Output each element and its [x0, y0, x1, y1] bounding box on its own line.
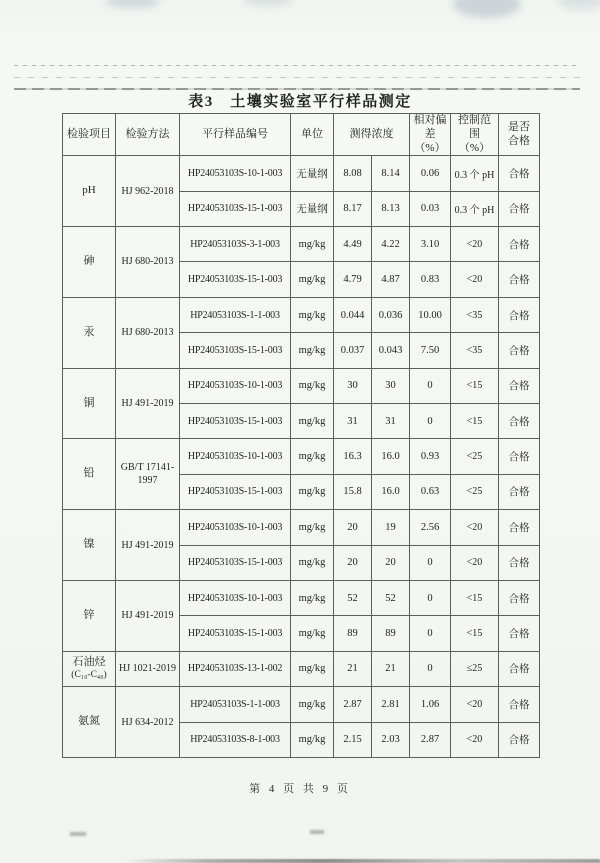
cell-concentration-1: 0.037: [334, 333, 372, 368]
header-qualified-line2: 合格: [508, 134, 530, 147]
cell-concentration-1: 2.87: [334, 687, 372, 722]
cell-relative-deviation: 0: [410, 545, 451, 580]
header-test-item: 检验项目: [63, 114, 116, 156]
sample-row: [63, 651, 540, 686]
header-sample-number: 平行样品编号: [180, 114, 291, 156]
cell-unit: mg/kg: [291, 368, 334, 403]
cell-qualified-status: 合格: [499, 227, 540, 262]
parallel-sample-table: [62, 113, 540, 758]
sample-row: [63, 156, 540, 191]
cell-qualified-status: 合格: [499, 403, 540, 438]
cell-unit: mg/kg: [291, 687, 334, 722]
page-number: 第 4 页 共 9 页: [249, 783, 351, 795]
cell-unit: mg/kg: [291, 510, 334, 545]
sample-row: [63, 368, 540, 403]
header-relative-deviation: [410, 114, 451, 156]
cell-control-range: <20: [451, 722, 499, 757]
scan-noise-blob: [453, 0, 521, 18]
cell-concentration-2: 16.0: [372, 474, 410, 509]
cell-sample-number: HP24053103S-10-1-003: [180, 580, 291, 615]
cell-relative-deviation: 0: [410, 580, 451, 615]
scan-noise-bottom-band: [125, 859, 600, 863]
cell-sample-number: HP24053103S-10-1-003: [180, 510, 291, 545]
sample-row: [63, 687, 540, 722]
cell-relative-deviation: 7.50: [410, 333, 451, 368]
cell-relative-deviation: 2.56: [410, 510, 451, 545]
cell-test-method: HJ 491-2019: [116, 368, 180, 439]
cell-concentration-1: 2.15: [334, 722, 372, 757]
cell-test-item: [63, 510, 116, 581]
cell-unit: mg/kg: [291, 722, 334, 757]
cell-qualified-status: 合格: [499, 262, 540, 297]
cell-unit: mg/kg: [291, 439, 334, 474]
cell-concentration-2: 21: [372, 651, 410, 686]
cell-sample-number: HP24053103S-1-1-003: [180, 687, 291, 722]
header-unit: 单位: [291, 114, 334, 156]
cell-concentration-1: 0.044: [334, 297, 372, 332]
header-control-range-line1: 控制范围: [458, 114, 491, 140]
test-item-name: 石油烃: [72, 656, 106, 669]
cell-concentration-1: 20: [334, 545, 372, 580]
cell-test-method: HJ 491-2019: [116, 510, 180, 581]
cell-relative-deviation: 2.87: [410, 722, 451, 757]
cell-unit: 无量纲: [291, 191, 334, 226]
cell-unit: mg/kg: [291, 227, 334, 262]
cell-relative-deviation: 0: [410, 651, 451, 686]
header-measured-concentration: 测得浓度: [334, 114, 410, 156]
scan-noise-blob: [558, 0, 600, 10]
cell-concentration-2: 2.81: [372, 687, 410, 722]
cell-qualified-status: 合格: [499, 510, 540, 545]
cell-control-range: <35: [451, 333, 499, 368]
cell-concentration-2: 30: [372, 368, 410, 403]
cell-qualified-status: 合格: [499, 545, 540, 580]
cell-qualified-status: 合格: [499, 687, 540, 722]
cell-sample-number: HP24053103S-15-1-003: [180, 545, 291, 580]
cell-concentration-1: 16.3: [334, 439, 372, 474]
scan-noise-speck: [310, 830, 324, 834]
header-qualified: [499, 114, 540, 156]
cell-test-item: [63, 580, 116, 651]
cell-sample-number: HP24053103S-1-1-003: [180, 297, 291, 332]
cell-unit: mg/kg: [291, 333, 334, 368]
cell-test-item: [63, 368, 116, 439]
sample-row: [63, 227, 540, 262]
cell-qualified-status: 合格: [499, 297, 540, 332]
cell-sample-number: HP24053103S-15-1-003: [180, 403, 291, 438]
cell-control-range: ≤25: [451, 651, 499, 686]
test-item-name: pH: [82, 184, 96, 197]
cell-concentration-1: 21: [334, 651, 372, 686]
cell-test-item: [63, 651, 116, 686]
cell-concentration-1: 30: [334, 368, 372, 403]
scan-noise-line: [14, 77, 580, 78]
test-item-name: 砷: [83, 255, 95, 268]
cell-concentration-2: 2.03: [372, 722, 410, 757]
cell-qualified-status: 合格: [499, 580, 540, 615]
cell-sample-number: HP24053103S-8-1-003: [180, 722, 291, 757]
cell-unit: mg/kg: [291, 403, 334, 438]
cell-concentration-2: 31: [372, 403, 410, 438]
sample-row: [63, 297, 540, 332]
cell-qualified-status: 合格: [499, 368, 540, 403]
cell-sample-number: HP24053103S-13-1-002: [180, 651, 291, 686]
cell-concentration-2: 4.22: [372, 227, 410, 262]
cell-concentration-2: 8.13: [372, 191, 410, 226]
cell-control-range: <20: [451, 687, 499, 722]
header-control-range: [451, 114, 499, 156]
header-qualified-line1: 是否: [508, 120, 530, 133]
cell-sample-number: HP24053103S-10-1-003: [180, 439, 291, 474]
cell-control-range: <25: [451, 474, 499, 509]
cell-sample-number: HP24053103S-3-1-003: [180, 227, 291, 262]
scan-noise-blob: [105, 0, 160, 8]
cell-concentration-1: 89: [334, 616, 372, 651]
table-title: 表3 土壤实验室平行样品测定: [188, 94, 412, 110]
cell-concentration-2: 20: [372, 545, 410, 580]
cell-concentration-1: 52: [334, 580, 372, 615]
header-test-method: 检验方法: [116, 114, 180, 156]
cell-qualified-status: 合格: [499, 474, 540, 509]
cell-relative-deviation: 10.00: [410, 297, 451, 332]
cell-relative-deviation: 0: [410, 368, 451, 403]
cell-sample-number: HP24053103S-10-1-003: [180, 368, 291, 403]
cell-concentration-1: 20: [334, 510, 372, 545]
cell-sample-number: HP24053103S-15-1-003: [180, 474, 291, 509]
cell-unit: mg/kg: [291, 545, 334, 580]
cell-relative-deviation: 0.83: [410, 262, 451, 297]
cell-test-method: HJ 634-2012: [116, 687, 180, 758]
cell-control-range: 0.3 个 pH: [451, 156, 499, 191]
cell-test-method: HJ 491-2019: [116, 580, 180, 651]
cell-control-range: <20: [451, 227, 499, 262]
scan-noise-blob: [243, 0, 293, 6]
test-item-name: 铅: [83, 467, 95, 480]
cell-concentration-2: 0.036: [372, 297, 410, 332]
cell-qualified-status: 合格: [499, 616, 540, 651]
cell-unit: mg/kg: [291, 580, 334, 615]
cell-control-range: <25: [451, 439, 499, 474]
cell-sample-number: HP24053103S-10-1-003: [180, 156, 291, 191]
cell-unit: mg/kg: [291, 651, 334, 686]
cell-relative-deviation: 0.03: [410, 191, 451, 226]
cell-relative-deviation: 0.63: [410, 474, 451, 509]
sample-row: [63, 439, 540, 474]
cell-concentration-1: 8.17: [334, 191, 372, 226]
cell-sample-number: HP24053103S-15-1-003: [180, 262, 291, 297]
cell-relative-deviation: 0.06: [410, 156, 451, 191]
cell-control-range: <15: [451, 403, 499, 438]
cell-control-range: <15: [451, 368, 499, 403]
cell-concentration-1: 4.79: [334, 262, 372, 297]
cell-control-range: <15: [451, 616, 499, 651]
cell-concentration-2: 89: [372, 616, 410, 651]
test-item-name: 铜: [83, 396, 95, 409]
cell-qualified-status: 合格: [499, 439, 540, 474]
cell-unit: mg/kg: [291, 297, 334, 332]
cell-qualified-status: 合格: [499, 333, 540, 368]
cell-concentration-2: 16.0: [372, 439, 410, 474]
cell-concentration-1: 31: [334, 403, 372, 438]
sample-row: [63, 580, 540, 615]
sample-row: [63, 510, 540, 545]
cell-test-method: HJ 680-2013: [116, 297, 180, 368]
cell-concentration-2: 4.87: [372, 262, 410, 297]
cell-relative-deviation: 0: [410, 616, 451, 651]
cell-concentration-2: 52: [372, 580, 410, 615]
cell-concentration-1: 8.08: [334, 156, 372, 191]
header-control-range-line2: （%）: [458, 141, 491, 154]
cell-qualified-status: 合格: [499, 156, 540, 191]
cell-test-method: HJ 962-2018: [116, 156, 180, 227]
cell-sample-number: HP24053103S-15-1-003: [180, 191, 291, 226]
cell-unit: mg/kg: [291, 474, 334, 509]
cell-concentration-2: 19: [372, 510, 410, 545]
cell-test-item: [63, 156, 116, 227]
cell-unit: mg/kg: [291, 262, 334, 297]
cell-test-item: [63, 687, 116, 758]
cell-test-method: GB/T 17141-1997: [116, 439, 180, 510]
test-item-name: 镍: [83, 538, 95, 551]
cell-concentration-2: 0.043: [372, 333, 410, 368]
cell-control-range: 0.3 个 pH: [451, 191, 499, 226]
cell-qualified-status: 合格: [499, 722, 540, 757]
cell-relative-deviation: 1.06: [410, 687, 451, 722]
test-item-formula: (C₁₀-C₄₀): [71, 669, 107, 680]
scan-noise-line: [14, 65, 580, 66]
test-item-name: 氨氮: [78, 715, 100, 728]
scan-noise-speck: [70, 832, 86, 836]
cell-relative-deviation: 0: [410, 403, 451, 438]
cell-qualified-status: 合格: [499, 191, 540, 226]
cell-test-method: HJ 1021-2019: [116, 651, 180, 686]
cell-concentration-2: 8.14: [372, 156, 410, 191]
cell-unit: 无量纲: [291, 156, 334, 191]
header-relative-deviation-line2: （%）: [414, 141, 446, 154]
cell-control-range: <35: [451, 297, 499, 332]
cell-qualified-status: 合格: [499, 651, 540, 686]
cell-relative-deviation: 3.10: [410, 227, 451, 262]
cell-test-item: [63, 227, 116, 298]
table-header-row: [63, 114, 540, 156]
cell-control-range: <20: [451, 262, 499, 297]
cell-control-range: <20: [451, 545, 499, 580]
cell-concentration-1: 4.49: [334, 227, 372, 262]
cell-concentration-1: 15.8: [334, 474, 372, 509]
cell-relative-deviation: 0.93: [410, 439, 451, 474]
cell-sample-number: HP24053103S-15-1-003: [180, 616, 291, 651]
test-item-name: 汞: [83, 325, 95, 338]
cell-test-method: HJ 680-2013: [116, 227, 180, 298]
header-relative-deviation-line1: 相对偏差: [413, 114, 447, 140]
cell-test-item: [63, 439, 116, 510]
cell-control-range: <15: [451, 580, 499, 615]
cell-sample-number: HP24053103S-15-1-003: [180, 333, 291, 368]
cell-test-item: [63, 297, 116, 368]
cell-control-range: <20: [451, 510, 499, 545]
cell-unit: mg/kg: [291, 616, 334, 651]
test-item-name: 锌: [83, 608, 95, 621]
